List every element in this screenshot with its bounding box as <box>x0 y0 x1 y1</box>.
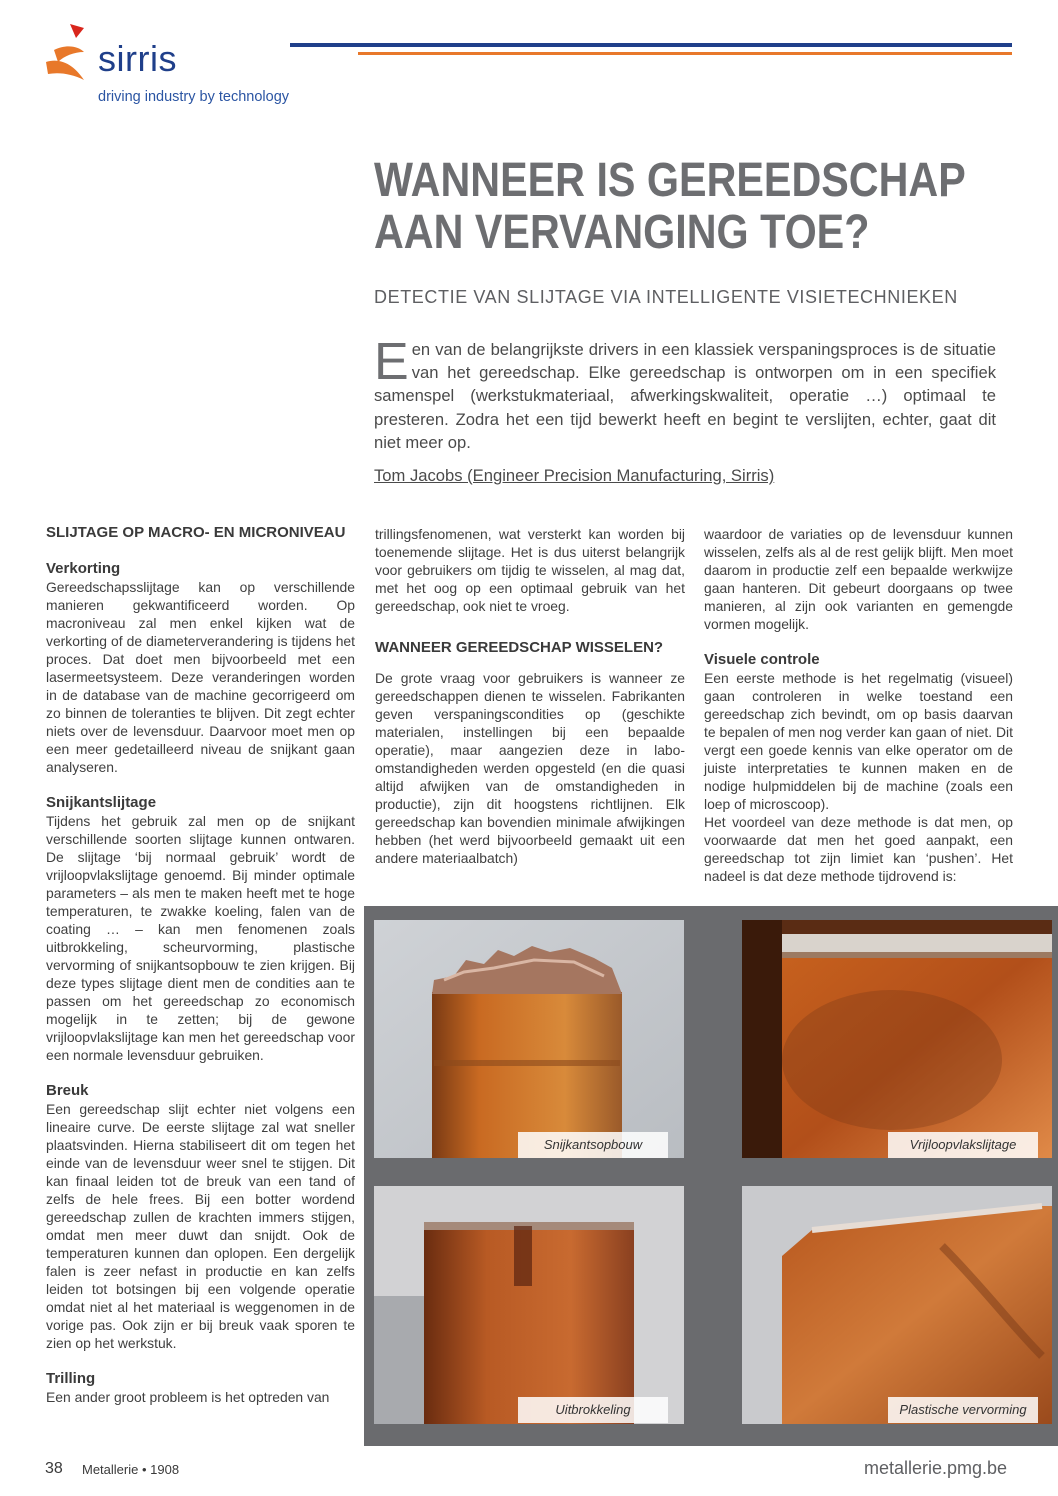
paragraph-visuele-controle-2: Het voordeel van deze methode is dat men, op voorwaarde dat men het goed aanpakt, een gereedschap tot zijn limiet kan ‘pushen’. Het nadeel is dat deze methode tijdrovend is: <box>704 814 1013 884</box>
logo-wordmark: sirris <box>98 38 177 79</box>
title-line-2: AAN VERVANGING TOE? <box>374 205 870 259</box>
magazine-issue: Metallerie • 1908 <box>82 1462 180 1477</box>
article-author: Tom Jacobs (Engineer Precision Manufacturing, Sirris) <box>374 466 775 485</box>
column-3 <box>704 525 1013 885</box>
paragraph-trilling-cont: trillingsfenomenen, wat versterkt kan worden bij toenemende slijtage. Het is dus uiterst belangrijk voor gebruikers om tijdig te wisselen, al mag dat, met het oog op een optimaal gebruik van het gereedschap, ook niet te vroeg. <box>375 526 685 614</box>
article-subtitle: DETECTIE VAN SLIJTAGE VIA INTELLIGENTE VISIETECHNIEKEN <box>374 287 958 307</box>
heading-snijkantslijtage: Snijkantslijtage <box>46 794 157 811</box>
footer-url[interactable]: metallerie.pmg.be <box>864 1458 1008 1478</box>
drop-cap: E <box>374 333 409 391</box>
intro-text: en van de belangrijkste drivers in een klassiek verspaningsproces is de situatie van het gereedschap. Elke gereedschap is ontworpen om in een specifiek samenspel (werkstukmateriaal, afwerkingskwaliteit, operatie …) optimaal te presteren. Zodra het een tijd bewerkt heeft en begint te verslijten, echter, gaat dit niet meer op. <box>374 340 996 452</box>
page-number: 38 <box>45 1460 63 1477</box>
caption-plastische-vervorming: Plastische vervorming <box>888 1397 1038 1423</box>
article-intro <box>374 333 996 454</box>
paragraph-visuele-controle-1: Een eerste methode is het regelmatig (visueel) gaan controleren in welke toestand een gereedschap zich bevindt, om op basis daarvan te bepalen of men nog verder kan gaan of niet. Dit vergt een goede kennis van elke operator om de juiste interpretaties te kunnen maken en de nodige hulpmiddelen bij de machine (zoals een loep of microscoop). <box>704 670 1013 812</box>
paragraph-verkorting: Gereedschapsslijtage kan op verschillende manieren gekwantificeerd worden. Op macroniveau zal men enkel kijken wat de verkorting of de diameterverandering is tijdens het proces. Dat doet men bijvoorbeeld met een lasermeetsysteem. Deze veranderingen worden in de database van de machine gecorrigeerd om zo binnen de toleranties te blijven. Dit zegt echter niets over de levensduur. Daarvoor moet men op een meer gedetailleerd niveau de snijkant gaan analyseren. <box>46 579 355 775</box>
article-title <box>374 154 966 259</box>
caption-snijkantsopbouw: Snijkantsopbouw <box>518 1132 668 1158</box>
heading-visuele-controle: Visuele controle <box>704 651 820 668</box>
caption-uitbrokkeling: Uitbrokkeling <box>518 1397 668 1423</box>
column-2 <box>375 525 685 867</box>
logo-tagline: driving industry by technology <box>98 89 290 105</box>
photo-vrijloopvlakslijtage-image <box>742 920 1052 1158</box>
paragraph-wisselen-cont: waardoor de variaties op de levensduur kunnen wisselen, zelfs als al de rest gelijk blijft. Men moet daarom in productie zelf een bepaalde werkwijze gaan hanteren. Dit gebeurt doorgaans op twee manieren, al zijn ook varianten en gemengde vormen mogelijk. <box>704 526 1013 632</box>
photo-uitbrokkeling-image <box>374 1186 684 1424</box>
section-heading-wisselen: WANNEER GEREEDSCHAP WISSELEN? <box>375 639 664 656</box>
photo-plastische-vervorming-image <box>742 1186 1052 1424</box>
photo-snijkantsopbouw <box>374 920 684 1158</box>
photo-uitbrokkeling <box>374 1186 684 1424</box>
heading-verkorting: Verkorting <box>46 560 121 577</box>
header-rule-blue <box>290 43 1012 47</box>
header-rule-orange <box>358 52 1012 55</box>
paragraph-wisselen: De grote vraag voor gebruikers is wanneer ze gereedschappen dienen te wisselen. Fabrikanten geven verspaningscondities op (geschikte materialen, instellingen bij een bepaalde operatie), maar aangezien deze in labo-omstandigheden werden opgesteld (en die quasi altijd afwijken van de omstandigheden in productie), zijn dit hoogstens richtlijnen. Elk gereedschap kan bovendien minimale afwijkingen hebben (het werd bijvoorbeeld gemaakt uit een andere materiaalbatch) <box>375 670 685 866</box>
paragraph-trilling: Een ander groot probleem is het optreden van <box>46 1389 330 1405</box>
paragraph-snijkantslijtage: Tijdens het gebruik zal men op de snijkant verschillende soorten slijtage kunnen ontwaren. De slijtage ‘bij normaal gebruik’ wordt de vrijloopvlakslijtage genoemd. Bij minder optimale parameters – als men te maken heeft met te hoge temperaturen, te zwakke koeling, falen van de coating … – kan men fenomenen zoals uitbrokkeling, scheurvorming, plastische vervorming of snijkantsopbouw te zien krijgen. Bij deze types slijtage dient men de condities aan te passen om het gereedschap zo economisch mogelijk in te zetten; bij de gewone vrijloopvlakslijtage kan men het gereedschap voor een normale levensduur gebruiken. <box>46 813 355 1063</box>
paragraph-breuk: Een gereedschap slijt echter niet volgens een lineaire curve. De eerste slijtage zal wat sneller plaatsvinden. Hierna stabiliseert dit om tegen het einde van de levensduur weer snel te stijgen. Dit kan finaal leiden tot de breuk van een tand of zelfs de hele frees. Bij een botter wordend gereedschap zullen de krachten immers stijgen, omdat men meer duwt dan snijdt. Ook de temperaturen kunnen dan oplopen. Een dergelijk falen is zeer nefast in productie en kan zelfs leiden tot botsingen bij een volgende operatie omdat niet al het materiaal is weggenomen in de vorige pas. Ook zijn er bij breuk vaak sporen te zien op het werkstuk. <box>46 1101 355 1351</box>
heading-trilling: Trilling <box>46 1370 96 1387</box>
title-line-1: WANNEER IS GEREEDSCHAP <box>374 154 966 207</box>
photo-vrijloopvlakslijtage <box>742 920 1052 1158</box>
photo-plastische-vervorming <box>742 1186 1052 1424</box>
section-heading-slijtage: SLIJTAGE OP MACRO- EN MICRONIVEAU <box>46 524 346 541</box>
photo-snijkantsopbouw-image <box>374 920 684 1158</box>
heading-breuk: Breuk <box>46 1082 89 1099</box>
caption-vrijloopvlakslijtage: Vrijloopvlakslijtage <box>888 1132 1038 1158</box>
column-1 <box>46 524 355 1406</box>
